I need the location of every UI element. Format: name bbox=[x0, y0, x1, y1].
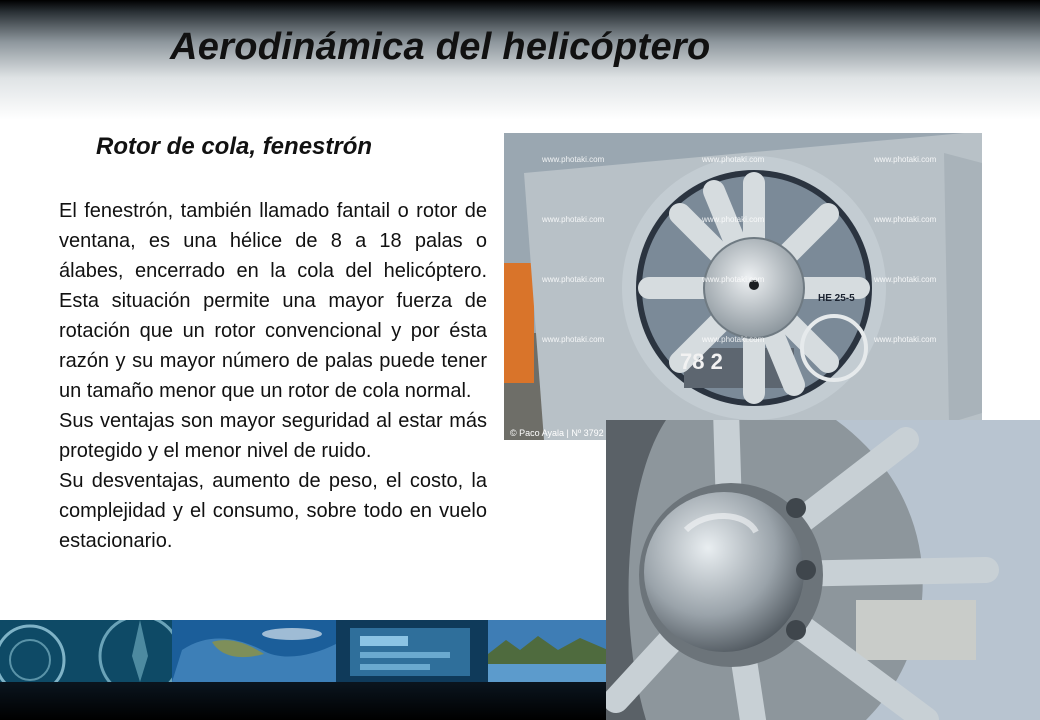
photo-credit: © Paco Ayala | Nº 3792 bbox=[510, 428, 604, 438]
watermark-text: www.photaki.com bbox=[874, 155, 937, 164]
watermark-text: www.photaki.com bbox=[874, 275, 937, 284]
paragraph-disadvantages: Su desventajas, aumento de peso, el costo, la complejidad y el consumo, sobre todo en vuelo estacionario. bbox=[59, 470, 487, 552]
watermark-text: www.photaki.com bbox=[542, 215, 605, 224]
watermark-text: www.photaki.com bbox=[542, 275, 605, 284]
body-text bbox=[59, 196, 487, 556]
watermark-text: www.photaki.com bbox=[542, 155, 605, 164]
slide-title: Aerodinámica del helicóptero bbox=[170, 26, 711, 68]
slide-subtitle: Rotor de cola, fenestrón bbox=[96, 133, 373, 160]
watermark-text: www.photaki.com bbox=[542, 335, 605, 344]
aircraft-code-label: HE 25-5 bbox=[818, 293, 855, 304]
orange-stripe bbox=[504, 263, 534, 383]
compass-image bbox=[0, 620, 172, 682]
watermark-text: www.photaki.com bbox=[874, 335, 937, 344]
watermark-text: www.photaki.com bbox=[702, 275, 765, 284]
paragraph-advantages: Sus ventajas son mayor seguridad al estar más protegido y el menor nivel de ruido. bbox=[59, 410, 487, 462]
watermark-text: www.photaki.com bbox=[874, 215, 937, 224]
watermark-text: www.photaki.com bbox=[702, 155, 765, 164]
watermark-text: www.photaki.com bbox=[702, 215, 765, 224]
screen-image bbox=[336, 620, 488, 682]
landscape-image bbox=[488, 620, 608, 682]
paragraph-description: El fenestrón, también llamado fantail o rotor de ventana, es una hélice de 8 a 18 palas o álabes, encerrado en la cola del helicóptero. Esta situación permite una mayor fuerza de rotación que un rotor convencional y por ésta razón y su mayor número de palas puede tener un tamaño menor que un rotor de cola normal. bbox=[59, 200, 487, 402]
aircraft-number-label: 78 2 bbox=[680, 349, 723, 374]
fenestron-photo bbox=[504, 133, 982, 440]
watermark-text: www.photaki.com bbox=[702, 335, 765, 344]
earth-image bbox=[172, 620, 336, 682]
rotor-hub-closeup-photo bbox=[606, 420, 1040, 720]
